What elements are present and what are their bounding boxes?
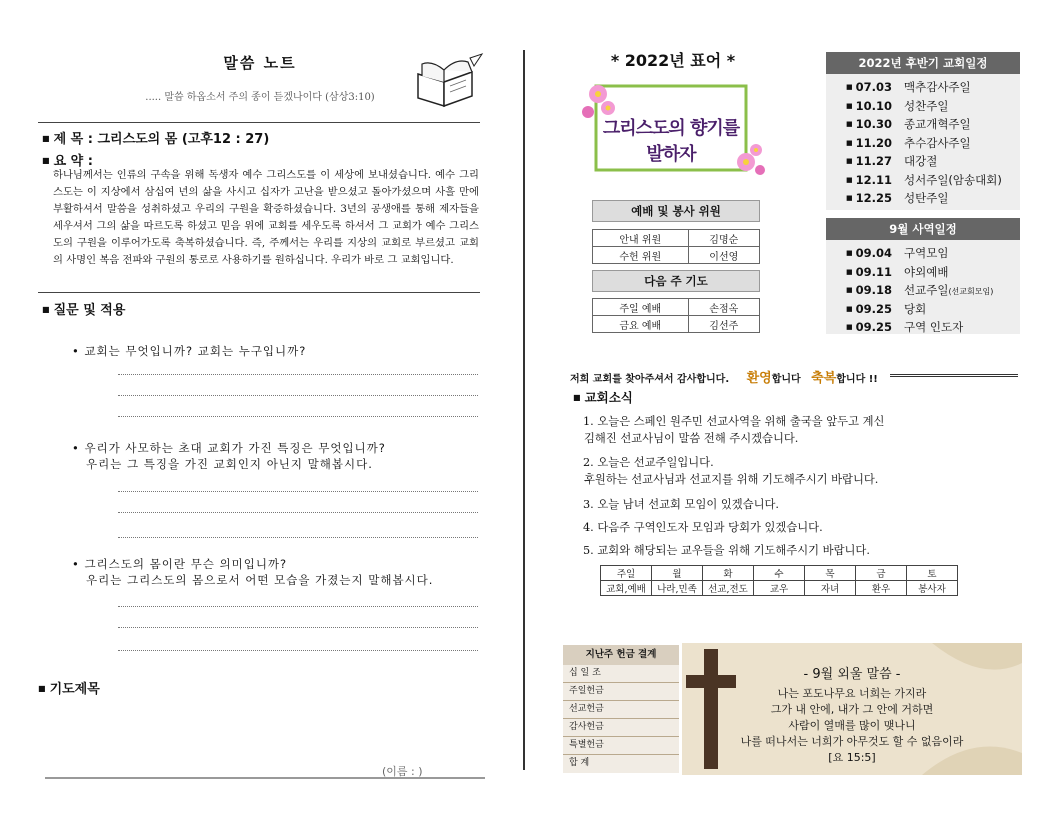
motto-banner	[578, 72, 770, 180]
schedule-item: ■ 09.25 구역 인도자	[826, 318, 1020, 337]
schedule-item: ■ 11.27 대강절	[826, 152, 1020, 171]
worship-committee-header: 예배 및 봉사 위원	[592, 200, 760, 222]
summary-label: ■ 요 약 :	[42, 150, 93, 169]
question-item	[72, 343, 306, 359]
offering-row: 특별헌금	[563, 737, 679, 755]
offering-row: 주일헌금	[563, 683, 679, 701]
verse-line: 나를 떠나서는 너희가 아무것도 할 수 없음이라	[740, 735, 964, 748]
prayer-label: ■ 기도제목	[38, 678, 100, 697]
schedule-item: ■ 11.20 추수감사주일	[826, 134, 1020, 153]
question-subline: 우리는 그 특징을 가진 교회인지 아닌지 말해봅시다.	[86, 457, 373, 471]
news-item: 5. 교회와 해당되는 교우들을 위해 기도해주시기 바랍니다.	[583, 544, 870, 557]
worship-committee-table: 안내 위원 김명순 수헌 위원 이선영	[592, 229, 760, 264]
next-prayer-table: 주일 예배 손점옥 금요 예배 김선주	[592, 298, 760, 333]
question-subline: 우리는 그리스도의 몸으로서 어떤 모습을 가졌는지 말해봅시다.	[86, 573, 434, 587]
column-divider	[523, 50, 525, 770]
news-label: ■ 교회소식	[573, 388, 633, 406]
offering-row: 합 계	[569, 758, 590, 768]
question-line: • 그리스도의 몸이란 무슨 의미입니까?	[72, 557, 288, 571]
prayer-days-table: 주일 월 화 수 목 금 토 교회,예배 나라,민족 선교,전도 교우 자녀 환우 봉사자	[600, 565, 958, 596]
schedule-item: ■ 09.18 선교주일(선교회모임)	[826, 281, 1020, 300]
verse-reference: [요 15:5]	[828, 751, 876, 764]
offering-summary	[563, 645, 679, 773]
verse-line: 사람이 열매를 많이 맺나니	[788, 719, 916, 732]
schedule-item: ■ 12.25 성탄주일	[826, 189, 1020, 208]
schedule-item: ■ 09.25 당회	[826, 300, 1020, 319]
second-half-schedule	[826, 52, 1020, 210]
news-item: 1. 오늘은 스페인 원주민 선교사역을 위해 출국을 앞두고 계신 김해진 선교사님이 말씀 전해 주시겠습니다.	[583, 415, 885, 445]
news-item: 2. 오늘은 선교주일입니다. 후원하는 선교사님과 선교지를 위해 기도해주시기 바랍니다.	[583, 456, 879, 486]
welcome-message: 저희 교회를 찾아주셔서 감사합니다. 환영합니다 축복합니다 !!	[570, 371, 878, 386]
offering-row: 선교헌금	[563, 701, 679, 719]
schedule-item: ■ 12.11 성서주일(암송대회)	[826, 171, 1020, 190]
memory-verse-card	[682, 643, 1022, 775]
bible-icon	[410, 52, 485, 114]
schedule-title: 2022년 후반기 교회일정	[826, 52, 1020, 74]
year-motto-title: * 2022년 표어 *	[610, 51, 736, 70]
page-title: 말씀 노트	[223, 54, 297, 72]
verse-title: - 9월 외울 말씀 -	[803, 667, 901, 682]
offering-title: 지난주 헌금 결계	[563, 645, 679, 665]
sermon-topic: ■ 제 목 : 그리스도의 몸 (고후12 : 27)	[42, 128, 269, 147]
schedule-item: ■ 10.30 종교개혁주일	[826, 115, 1020, 134]
question-item	[72, 440, 386, 472]
question-line: • 우리가 사모하는 초대 교회가 가진 특징은 무엇입니까?	[72, 441, 386, 455]
question-line: • 교회는 무엇입니까? 교회는 누구입니까?	[72, 344, 307, 358]
schedule-item: ■ 10.10 성찬주일	[826, 97, 1020, 116]
question-item	[72, 556, 433, 588]
schedule-item: ■ 09.11 야외예배	[826, 263, 1020, 282]
schedule-item: ■ 09.04 구역모임	[826, 244, 1020, 263]
motto-text: 그리스도의 향기를 발하자	[602, 118, 740, 165]
next-prayer-header: 다음 주 기도	[592, 270, 760, 292]
september-schedule	[826, 218, 1020, 334]
schedule-title: 9월 사역일정	[826, 218, 1020, 240]
welcome-rule	[890, 374, 1018, 377]
verse-line: 그가 내 안에, 내가 그 안에 거하면	[770, 703, 934, 716]
name-field: (이름 : )	[382, 765, 423, 778]
offering-row: 감사헌금	[563, 719, 679, 737]
news-item: 3. 오늘 남녀 선교회 모임이 있겠습니다.	[583, 498, 780, 511]
subtitle-verse: ..... 말씀 하옵소서 주의 종이 듣겠나이다 (삼상3:10)	[145, 92, 375, 103]
offering-row: 십 일 조	[563, 665, 679, 683]
summary-text: 하나님께서는 인류의 구속을 위해 독생자 예수 그리스도를 이 세상에 보내셨습니다. 예수 그리스도는 이 지상에서 삼십여 년의 삶을 사시고 십자가 고난을 받으셨고 돌아가셨으며 사흘 만에 부활하셔서 말씀을 성취하셨고 우리의 구원을 확증하셨습니다. 3년의 공생애를 통해 제자들을 세우셔서 그의 삶을 따르도록 하셨고 믿음 위에 교회를 세우도록 하셔서 그 교회가 예수 그리스도의 구원을 이루어가도록 축복하셨습니다. 즉, 주께서는 우리를 지상의 교회로 부르셨고 교회의 사명인 복음 전파와 구원의 통로로 사용하기를 원하십니다. 우리가 바로 그 교회입니다.	[53, 169, 479, 266]
schedule-item: ■ 07.03 맥추감사주일	[826, 78, 1020, 97]
verse-line: 나는 포도나무요 너희는 가지라	[777, 687, 927, 700]
qa-label: ■ 질문 및 적용	[42, 299, 125, 318]
news-item: 4. 다음주 구역인도자 모임과 당회가 있겠습니다.	[583, 521, 823, 534]
